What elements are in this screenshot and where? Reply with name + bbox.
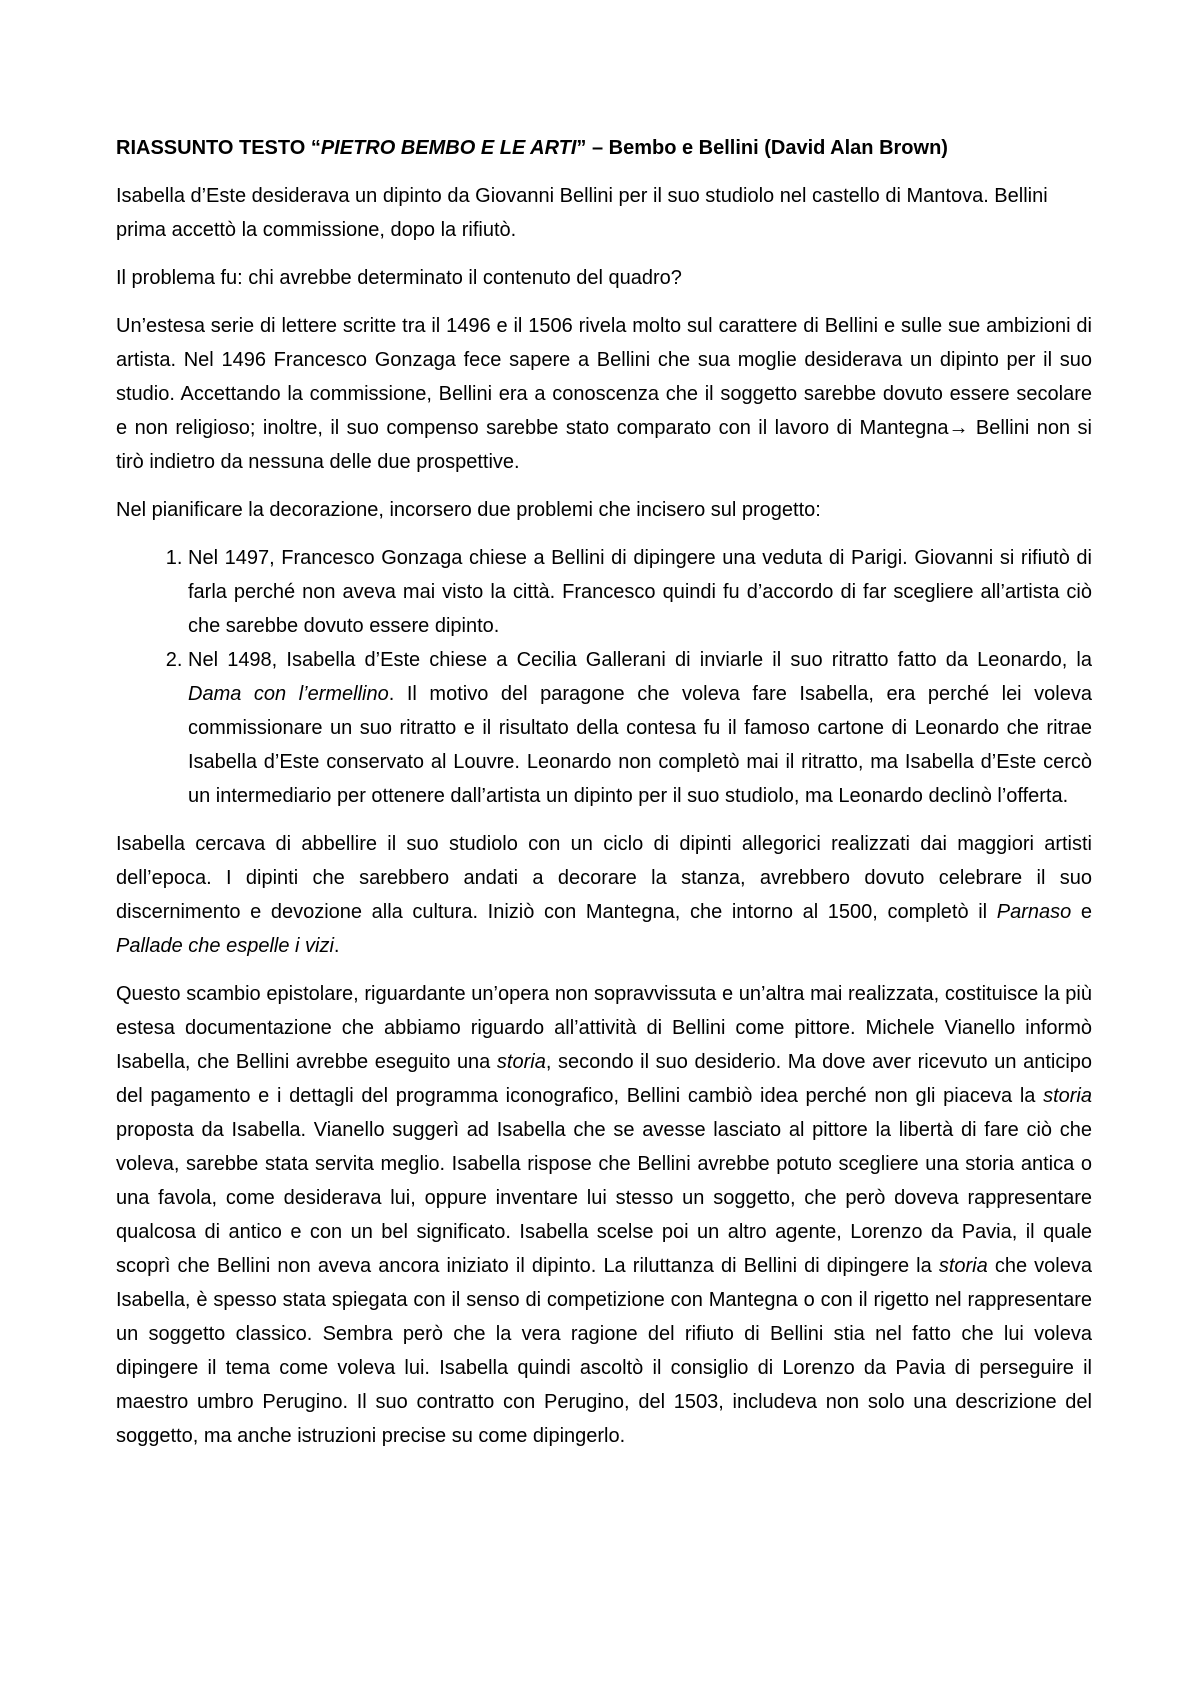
- paragraph-letters: Un’estesa serie di lettere scritte tra il 1496 e il 1506 rivela molto sul carattere di Bellini e sulle sue ambizioni di artista. Nel 1496 Francesco Gonzaga fece sapere a Bellini che sua moglie desiderava un dipinto per il suo studio. Accettando la commissione, Bellini era a conoscenza che il soggetto sarebbe dovuto essere secolare e non religioso; inoltre, il suo compenso sarebbe stato comparato con il lavoro di Mantegna→ Bellini non si tirò indietro da nessuna delle due prospettive.: [116, 315, 1092, 473]
- p6-text-a: Questo scambio epistolare, riguardante un’opera non sopravvissuta e un’altra mai realizzata, costituisce la più estesa documentazione che abbiamo riguardo all’attività di Bellini come pittore. Michele Vianello informò Isabella, che Bellini avrebbe eseguito una: [116, 983, 1092, 1073]
- title-prefix: RIASSUNTO TESTO “: [116, 137, 321, 159]
- list-item-1-text: Nel 1497, Francesco Gonzaga chiese a Bellini di dipingere una veduta di Parigi. Giovanni si rifiutò di farla perché non aveva mai visto la città. Francesco quindi fu d’accordo di far scegliere all’artista ciò che sarebbe dovuto essere dipinto.: [188, 547, 1092, 637]
- list-item-2-italic: Dama con l’ermellino: [188, 683, 389, 705]
- paragraph-decoration-intro: Nel pianificare la decorazione, incorsero due problemi che incisero sul progetto:: [116, 499, 821, 521]
- paragraph-exchange: [116, 977, 1092, 1453]
- paragraph-problem: Il problema fu: chi avrebbe determinato il contenuto del quadro?: [116, 267, 682, 289]
- p5-text-c: .: [333, 935, 340, 957]
- p5-text-a: Isabella cercava di abbellire il suo studiolo con un ciclo di dipinti allegorici realizzati dai maggiori artisti dell’epoca. I dipinti che sarebbero andati a decorare la stanza, avrebbero dovuto celebrare il suo discernimento e devozione alla cultura. Iniziò con Mantegna, che intorno al 1500, completò il: [116, 833, 1092, 923]
- p6-text-c: proposta da Isabella. Vianello suggerì ad Isabella che se avesse lasciato al pittore la libertà di fare ciò che voleva, sarebbe stata servita meglio. Isabella rispose che Bellini avrebbe potuto scegliere una storia antica o una favola, come desiderava lui, oppure inventare lui stesso un soggetto, che però doveva rappresentare qualcosa di antico e con un bel significato. Isabella scelse poi un altro agente, Lorenzo da Pavia, il quale scoprì che Bellini non aveva ancora iniziato il dipinto. La riluttanza di Bellini di dipingere la: [116, 1119, 1092, 1277]
- p5-italic-2: Pallade che espelle i vizi: [116, 935, 334, 957]
- p5-italic-1: Parnaso: [996, 901, 1072, 923]
- title-suffix: ” – Bembo e Bellini (David Alan Brown): [576, 137, 948, 159]
- p6-text-d: che voleva Isabella, è spesso stata spiegata con il senso di competizione con Mantegna o con il rigetto nel rappresentare un soggetto classico. Sembra però che la vera ragione del rifiuto di Bellini stia nel fatto che lui voleva dipingere il tema come voleva lui. Isabella quindi ascoltò il consiglio di Lorenzo da Pavia di perseguire il maestro umbro Perugino. Il suo contratto con Perugino, del 1503, includeva non solo una descrizione del soggetto, ma anche istruzioni precise su come dipingerlo.: [116, 1255, 1092, 1447]
- paragraph-intro: Isabella d’Este desiderava un dipinto da Giovanni Bellini per il suo studiolo nel castello di Mantova. Bellini prima accettò la commissione, dopo la rifiutò.: [116, 185, 1048, 241]
- p6-italic-3: storia: [938, 1255, 988, 1277]
- paragraph-studiolo: [116, 827, 1092, 963]
- problems-list: [116, 541, 1092, 813]
- list-item: [188, 643, 1092, 813]
- p5-text-b: e: [1071, 901, 1092, 923]
- p6-italic-2: storia: [1043, 1085, 1092, 1107]
- list-item: [188, 541, 1092, 643]
- list-item-2-text-a: Nel 1498, Isabella d’Este chiese a Cecilia Gallerani di inviarle il suo ritratto fatto da Leonardo, la: [188, 649, 1092, 671]
- title-italic: PIETRO BEMBO E LE ARTI: [320, 137, 577, 159]
- p6-text-b: , secondo il suo desiderio. Ma dove aver ricevuto un anticipo del pagamento e i dettagli del programma iconografico, Bellini cambiò idea perché non gli piaceva la: [116, 1051, 1093, 1107]
- document-title: [116, 131, 1092, 165]
- p6-italic-1: storia: [496, 1051, 546, 1073]
- list-item-2-text-b: . Il motivo del paragone che voleva fare Isabella, era perché lei voleva commissionare un suo ritratto e il risultato della contesa fu il famoso cartone di Leonardo che ritrae Isabella d’Este conservato al Louvre. Leonardo non completò mai il ritratto, ma Isabella d’Este cercò un intermediario per ottenere dall’artista un dipinto per il suo studiolo, ma Leonardo declinò l’offerta.: [188, 683, 1092, 807]
- document-body: [116, 131, 1092, 1467]
